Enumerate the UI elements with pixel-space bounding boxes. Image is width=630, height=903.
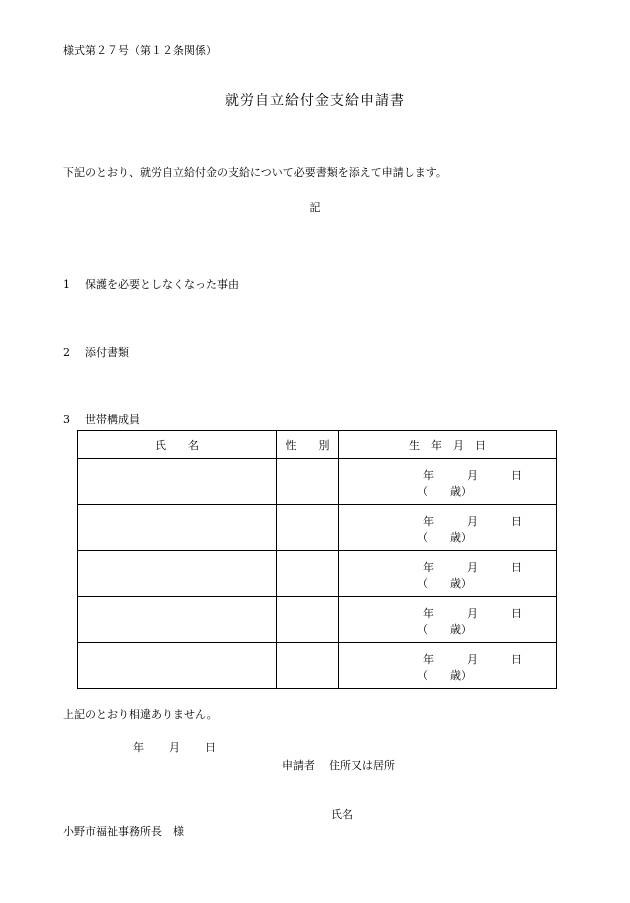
intro-text: 下記のとおり、就労自立給付金の支給について必要書類を添えて申請します。: [63, 166, 447, 179]
age-open: （: [417, 577, 428, 590]
month-label: 月: [467, 469, 478, 482]
date-day-label: 日: [205, 741, 216, 754]
member-sex-cell[interactable]: [277, 459, 339, 505]
header-sex: 性 別: [277, 431, 339, 459]
age-label: 歳）: [450, 577, 472, 590]
age-open: （: [417, 485, 428, 498]
age-label: 歳）: [450, 531, 472, 544]
table-row: [78, 459, 557, 505]
month-label: 月: [467, 653, 478, 666]
section-label: 保護を必要としなくなった事由: [85, 278, 239, 291]
table-row: [78, 643, 557, 689]
day-label: 日: [511, 469, 522, 482]
member-sex-cell[interactable]: [277, 597, 339, 643]
section-number: 3: [63, 413, 70, 426]
month-label: 月: [467, 561, 478, 574]
table-row: [78, 551, 557, 597]
year-label: 年: [423, 515, 434, 528]
table-header-row: [78, 431, 557, 459]
ki-heading: 記: [309, 201, 321, 214]
confirmation-text: 上記のとおり相違ありません。: [63, 708, 218, 721]
age-open: （: [417, 531, 428, 544]
table-row: [78, 505, 557, 551]
page-title: 就労自立給付金支給申請書: [225, 93, 405, 109]
section-label: 添付書類: [85, 346, 129, 359]
member-birth-cell[interactable]: [339, 459, 557, 505]
applicant-label: 申請者: [282, 759, 315, 772]
age-label: 歳）: [450, 623, 472, 636]
member-name-cell[interactable]: [78, 551, 277, 597]
year-label: 年: [423, 653, 434, 666]
member-birth-cell[interactable]: [339, 597, 557, 643]
section-number: 1: [63, 278, 70, 291]
year-label: 年: [423, 469, 434, 482]
header-birth: 生 年 月 日: [339, 431, 557, 459]
section-reason: [63, 279, 239, 290]
year-label: 年: [423, 561, 434, 574]
date-month-label: 月: [169, 741, 180, 754]
household-members-table: [77, 430, 557, 689]
age-label: 歳）: [450, 485, 472, 498]
form-number: 様式第２７号（第１２条関係）: [63, 44, 217, 57]
address-label: 住所又は居所: [329, 759, 395, 772]
member-name-cell[interactable]: [78, 505, 277, 551]
day-label: 日: [511, 515, 522, 528]
member-name-cell[interactable]: [78, 597, 277, 643]
member-sex-cell[interactable]: [277, 551, 339, 597]
age-label: 歳）: [450, 669, 472, 682]
age-open: （: [417, 669, 428, 682]
section-number: 2: [63, 346, 70, 359]
member-name-cell[interactable]: [78, 459, 277, 505]
date-year-label: 年: [133, 741, 144, 754]
day-label: 日: [511, 607, 522, 620]
section-household: [63, 414, 140, 425]
month-label: 月: [467, 515, 478, 528]
member-sex-cell[interactable]: [277, 643, 339, 689]
applicant-address-line: [282, 760, 395, 771]
applicant-name-label: 氏名: [331, 808, 353, 821]
member-name-cell[interactable]: [78, 643, 277, 689]
table-row: [78, 597, 557, 643]
age-open: （: [417, 623, 428, 636]
member-birth-cell[interactable]: [339, 643, 557, 689]
day-label: 日: [511, 561, 522, 574]
member-birth-cell[interactable]: [339, 551, 557, 597]
member-birth-cell[interactable]: [339, 505, 557, 551]
addressee: 小野市福祉事務所長 様: [63, 825, 184, 838]
day-label: 日: [511, 653, 522, 666]
month-label: 月: [467, 607, 478, 620]
application-date: [133, 742, 216, 753]
year-label: 年: [423, 607, 434, 620]
member-sex-cell[interactable]: [277, 505, 339, 551]
section-label: 世帯構成員: [85, 413, 140, 426]
header-name: 氏 名: [78, 431, 277, 459]
section-attachments: [63, 347, 129, 358]
